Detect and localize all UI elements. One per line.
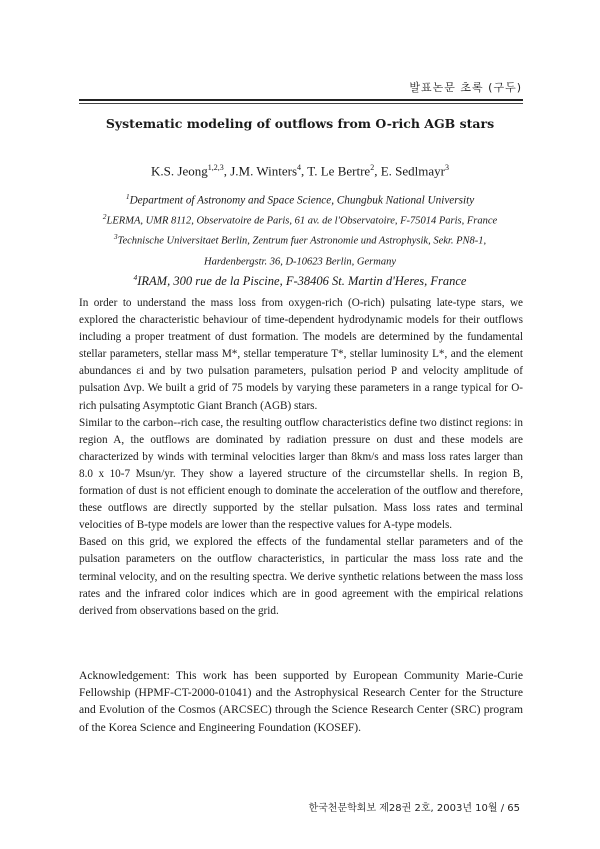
author-separator: ,: [223, 163, 231, 179]
acknowledgement-section: [79, 667, 523, 736]
author-affil-marker: 3: [444, 163, 449, 172]
affiliation: [60, 229, 540, 250]
affiliation: [60, 250, 540, 271]
author-affil-marker: 2: [370, 163, 375, 172]
author-name: K.S. Jeong: [151, 163, 208, 179]
abstract-paragraph: In order to understand the mass loss from oxygen-rich (O-rich) pulsating late-type stars, we explored the characteristic behaviour of time-dependent hydrodynamic models for their outflows including a proper treatment of dust formation. The models are determined by the fundamental stellar parameters, stellar mass M*, stellar temperature T*, stellar luminosity L*, and the element abundances εi and by two pulsation parameters, pulsation period P and velocity amplitude of pulsation Δvp. We built a grid of 75 models by varying these parameters in a range typical for O-rich pulsating Asymptotic Giant Branch (AGB) stars.: [79, 297, 523, 412]
author-separator: ,: [374, 163, 381, 179]
affiliation-text: Department of Astronomy and Space Science, Chungbuk National University: [129, 194, 475, 207]
abstract-paragraph: Based on this grid, we explored the effects of the fundamental stellar parameters and of the pulsation parameters on the outflow characteristics, in particular the mass loss rate and the terminal velocity, and on the resulting spectra. We derive synthetic relations between the mass loss rates and the infrared color indices which are in good agreement with the empirical relations derived from observations based on the grid.: [79, 536, 523, 617]
affiliation-marker: 4: [133, 273, 138, 283]
author-name: T. Le Bertre: [307, 163, 371, 179]
abstract-paragraph: Similar to the carbon--rich case, the resulting outflow characteristics define two distinct regions: in region A, the outflows are dominated by radiation pressure on dust and these models are characterized by winds with terminal velocities larger than 8km/s and mass loss rates larger than 8.0 x 10-7 Msun/yr. They show a layered structure of the circumstellar shells. In region B, formation of dust is not efficient enough to dominate the acceleration of the outflow and therefore, these outflows are directly supported by the stellar pulsation. Mass loss rates and terminal velocities of B-type models are lower than the respective values for A-type models.: [79, 416, 523, 532]
author-affil-marker: 4: [297, 163, 301, 172]
affiliation: [60, 270, 540, 289]
section-tag: 발표논문 초록 (구두): [409, 81, 522, 94]
affiliation: [60, 189, 540, 209]
affiliation: [60, 209, 540, 230]
affiliation-text: LERMA, UMR 8112, Observatoire de Paris, 61 av. de l'Observatoire, F-75014 Paris, France: [106, 215, 498, 227]
affiliation-text: Hardenbergstr. 36, D-10623 Berlin, Germany: [204, 256, 396, 268]
author-separator: ,: [301, 163, 308, 179]
acknowledgement-text: Acknowledgement: This work has been supported by European Community Marie-Curie Fellowship (HPMF-CT-2000-01041) and the Astrophysical Research Center for the Structure and Evolution of the Cosmos (ARCSEC) through the Science Research Center (SRC) program of the Korea Science and Engineering Foundation (KOSEF).: [79, 669, 523, 734]
abstract-body: [79, 295, 523, 620]
author-affil-marker: 1,2,3: [207, 163, 224, 172]
page-footer: 한국천문학회보 제28권 2호, 2003년 10월 / 65: [308, 803, 520, 814]
paper-title: Systematic modeling of outflows from O-rich AGB stars: [105, 116, 495, 131]
affiliation-text: Technische Universitaet Berlin, Zentrum fuer Astronomie und Astrophysik, Sekr. PN8-1,: [117, 235, 487, 247]
header-rule-thin: [79, 103, 523, 104]
affiliation-marker: 2: [102, 211, 107, 221]
author-name: J.M. Winters: [230, 163, 297, 179]
affiliation-marker: 1: [125, 192, 130, 201]
affiliation-list: [60, 189, 540, 289]
author-list: [0, 163, 600, 179]
affiliation-text: IRAM, 300 rue de la Piscine, F-38406 St. Martin d'Heres, France: [137, 274, 467, 289]
header-rule-thick: [79, 99, 523, 101]
author-name: E. Sedlmayr: [380, 163, 445, 179]
affiliation-marker: 3: [113, 232, 118, 242]
